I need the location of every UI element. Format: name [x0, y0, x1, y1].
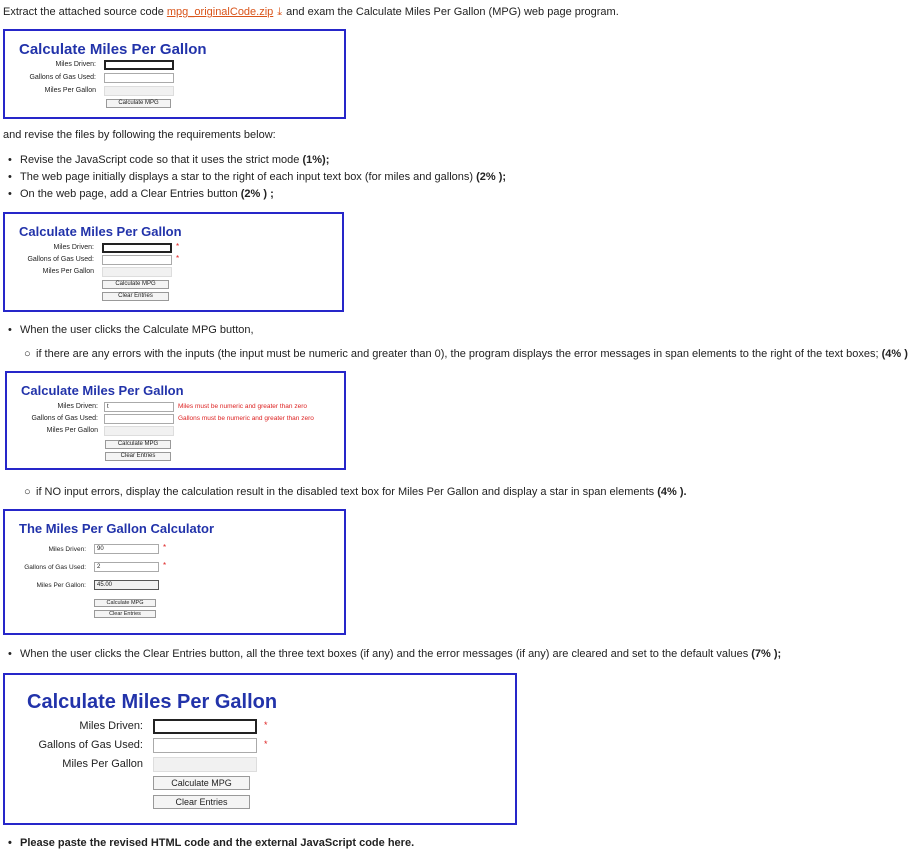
intro-line: Extract the attached source code mpg_originalCode.zip ⤓ and exam the Calculate Miles Per Gallon (MPG) web page program. — [3, 6, 619, 18]
mpg-output: 45.00 — [94, 580, 159, 590]
miles-label: Miles Driven: — [53, 244, 94, 251]
result-requirement: ○ if NO input errors, display the calculation result in the disabled text box for Miles Per Gallon and display a star in span elements (4% ). — [24, 486, 687, 498]
gallons-label: Gallons of Gas Used: — [38, 739, 143, 751]
mpg-form-cleared-screenshot — [3, 673, 517, 825]
mpg-label: Miles Per Gallon — [62, 758, 143, 770]
gallons-input[interactable] — [104, 73, 174, 83]
requirement-clear-button: • On the web page, add a Clear Entries button (2% ) ; — [8, 188, 274, 200]
clear-entries-button[interactable]: Clear Entries — [102, 292, 169, 301]
mpg-label: Miles Per Gallon — [42, 268, 94, 275]
form-title: The Miles Per Gallon Calculator — [19, 521, 215, 536]
miles-input[interactable] — [153, 719, 257, 734]
miles-star: * — [163, 543, 167, 552]
gallons-error: Gallons must be numeric and greater than zero — [178, 415, 314, 422]
miles-label: Miles Driven: — [55, 61, 96, 68]
miles-input[interactable]: 90 — [94, 544, 159, 554]
miles-label: Miles Driven: — [57, 403, 98, 410]
gallons-label: Gallons of Gas Used: — [29, 74, 96, 81]
mpg-output — [102, 267, 172, 277]
final-instruction: • Please paste the revised HTML code and the external JavaScript code here. — [8, 837, 415, 849]
click-mpg-text: • When the user clicks the Calculate MPG button, — [8, 324, 254, 336]
gallons-label: Gallons of Gas Used: — [24, 564, 86, 571]
miles-label: Miles Driven: — [79, 720, 143, 732]
clear-entries-button[interactable]: Clear Entries — [105, 452, 171, 461]
mpg-output — [104, 86, 174, 96]
miles-star: * — [264, 720, 268, 730]
miles-error: Miles must be numeric and greater than zero — [178, 403, 307, 410]
mpg-label: Miles Per Gallon — [46, 427, 98, 434]
gallons-input[interactable] — [104, 414, 174, 424]
clear-entries-button[interactable]: Clear Entries — [94, 610, 156, 618]
miles-label: Miles Driven: — [48, 546, 86, 553]
error-requirement: ○ if there are any errors with the inputs (the input must be numeric and greater than 0), the program displays the error messages in span elements to the right of the text boxes; (4% ) — [24, 348, 908, 360]
miles-input[interactable]: t — [104, 402, 174, 412]
mpg-label: Miles Per Gallon — [44, 87, 96, 94]
mpg-output — [153, 757, 257, 772]
download-arrow-icon[interactable]: ⤓ — [277, 6, 283, 18]
calculate-mpg-button[interactable]: Calculate MPG — [94, 599, 156, 607]
gallons-label: Gallons of Gas Used: — [31, 415, 98, 422]
gallons-input[interactable] — [102, 255, 172, 265]
requirement-strict-mode: • Revise the JavaScript code so that it uses the strict mode (1%); — [8, 154, 330, 166]
mpg-form-with-stars-screenshot — [3, 212, 344, 312]
gallons-star: * — [163, 561, 167, 570]
form-title: Calculate Miles Per Gallon — [27, 691, 278, 713]
requirement-stars: • The web page initially displays a star to the right of each input text box (for miles and gallons) (2% ); — [8, 171, 507, 183]
clear-entries-button[interactable]: Clear Entries — [153, 795, 250, 809]
gallons-label: Gallons of Gas Used: — [27, 256, 94, 263]
calculate-mpg-button[interactable]: Calculate MPG — [153, 776, 250, 790]
revise-text: and revise the files by following the requirements below: — [3, 129, 276, 141]
gallons-input[interactable] — [153, 738, 257, 753]
form-title: Calculate Miles Per Gallon — [19, 224, 182, 239]
mpg-label: Miles Per Gallon: — [36, 582, 86, 589]
mpg-form-errors-screenshot — [5, 371, 346, 470]
calculate-mpg-button[interactable]: Calculate MPG — [106, 99, 171, 108]
clear-requirement: • When the user clicks the Clear Entries button, all the three text boxes (if any) and the error messages (if any) are cleared and set to the default values (7% ); — [8, 648, 782, 660]
gallons-input[interactable]: 2 — [94, 562, 159, 572]
gallons-star: * — [264, 739, 268, 749]
calculate-mpg-button[interactable]: Calculate MPG — [105, 440, 171, 449]
miles-star: * — [176, 242, 180, 251]
mpg-calculator-result-screenshot — [3, 509, 346, 635]
calculate-mpg-button[interactable]: Calculate MPG — [102, 280, 169, 289]
gallons-star: * — [176, 254, 180, 263]
source-zip-link[interactable]: mpg_originalCode.zip — [166, 6, 274, 18]
form-title: Calculate Miles Per Gallon — [19, 41, 207, 58]
miles-input[interactable] — [102, 243, 172, 253]
miles-input[interactable] — [104, 60, 174, 70]
mpg-output — [104, 426, 174, 436]
original-mpg-form-screenshot — [3, 29, 346, 119]
form-title: Calculate Miles Per Gallon — [21, 383, 184, 398]
